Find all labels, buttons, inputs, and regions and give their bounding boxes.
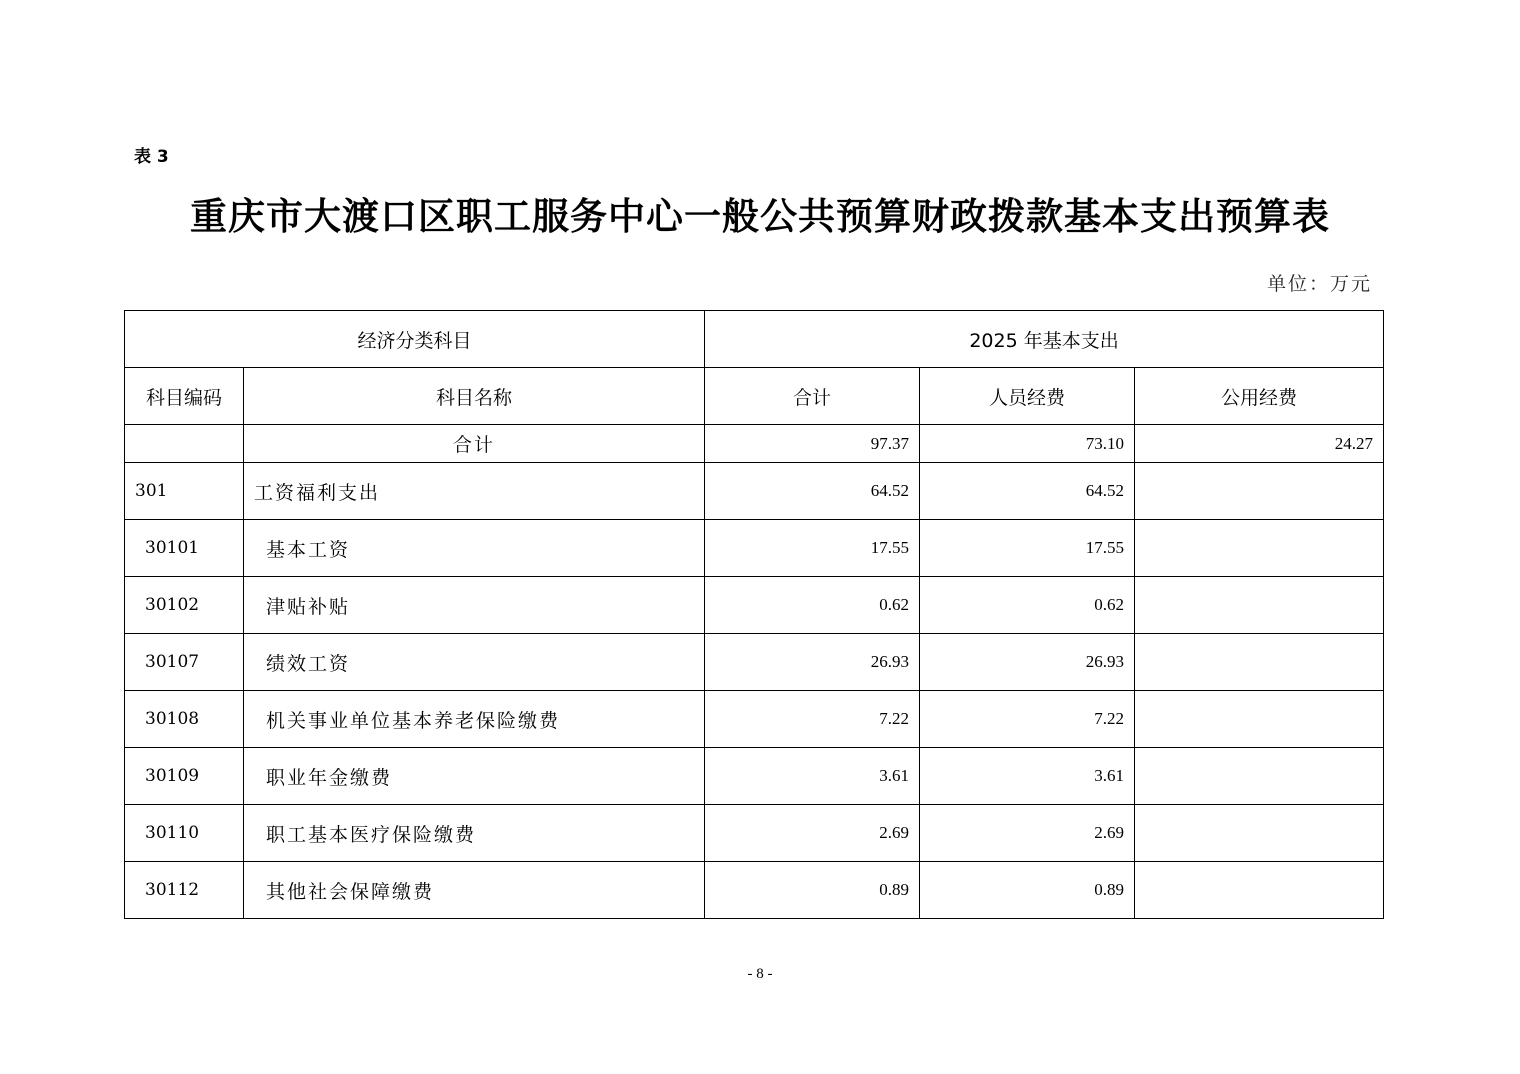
column-header-personnel: 人员经费 [920, 368, 1135, 425]
row-total: 0.62 [705, 577, 920, 634]
header-category: 经济分类科目 [125, 311, 705, 368]
row-name: 基本工资 [244, 520, 705, 577]
table-row [125, 520, 1384, 577]
column-header-code: 科目编码 [125, 368, 244, 425]
budget-table [124, 310, 1384, 919]
row-name: 机关事业单位基本养老保险缴费 [244, 691, 705, 748]
row-personnel: 64.52 [920, 463, 1135, 520]
row-name: 绩效工资 [244, 634, 705, 691]
row-total: 17.55 [705, 520, 920, 577]
page-number: - 8 - [747, 966, 773, 982]
table-row [125, 577, 1384, 634]
row-public [1135, 634, 1384, 691]
table-row [125, 691, 1384, 748]
header-year-expense: 2025 年基本支出 [705, 311, 1384, 368]
row-code: 30110 [125, 805, 244, 862]
total-row [125, 425, 1384, 463]
row-code: 30112 [125, 862, 244, 919]
table-row [125, 862, 1384, 919]
page-title: 重庆市大渡口区职工服务中心一般公共预算财政拨款基本支出预算表 [190, 194, 1330, 238]
row-code: 30101 [125, 520, 244, 577]
column-header-public: 公用经费 [1135, 368, 1384, 425]
table-row [125, 748, 1384, 805]
total-personnel: 73.10 [920, 425, 1135, 463]
header-group-row [125, 311, 1384, 368]
row-personnel: 7.22 [920, 691, 1135, 748]
total-public: 24.27 [1135, 425, 1384, 463]
row-personnel: 2.69 [920, 805, 1135, 862]
row-total: 3.61 [705, 748, 920, 805]
total-name: 合计 [244, 425, 705, 463]
row-personnel: 3.61 [920, 748, 1135, 805]
table-label: 表 3 [134, 147, 169, 167]
row-name: 工资福利支出 [244, 463, 705, 520]
row-personnel: 0.89 [920, 862, 1135, 919]
row-code: 30107 [125, 634, 244, 691]
row-public [1135, 577, 1384, 634]
row-public [1135, 862, 1384, 919]
row-total: 7.22 [705, 691, 920, 748]
unit-label: 单位：万元 [1266, 273, 1372, 295]
column-header-name: 科目名称 [244, 368, 705, 425]
row-name: 津贴补贴 [244, 577, 705, 634]
total-code [125, 425, 244, 463]
row-public [1135, 463, 1384, 520]
total-total: 97.37 [705, 425, 920, 463]
row-name: 职业年金缴费 [244, 748, 705, 805]
row-total: 2.69 [705, 805, 920, 862]
row-public [1135, 691, 1384, 748]
row-name: 其他社会保障缴费 [244, 862, 705, 919]
row-public [1135, 748, 1384, 805]
table-row [125, 634, 1384, 691]
row-code: 301 [125, 463, 244, 520]
row-code: 30109 [125, 748, 244, 805]
row-personnel: 17.55 [920, 520, 1135, 577]
row-personnel: 26.93 [920, 634, 1135, 691]
row-code: 30102 [125, 577, 244, 634]
row-code: 30108 [125, 691, 244, 748]
table-row [125, 463, 1384, 520]
row-public [1135, 520, 1384, 577]
table-row [125, 805, 1384, 862]
row-total: 64.52 [705, 463, 920, 520]
header-columns-row [125, 368, 1384, 425]
row-name: 职工基本医疗保险缴费 [244, 805, 705, 862]
row-total: 26.93 [705, 634, 920, 691]
column-header-total: 合计 [705, 368, 920, 425]
row-total: 0.89 [705, 862, 920, 919]
row-public [1135, 805, 1384, 862]
row-personnel: 0.62 [920, 577, 1135, 634]
